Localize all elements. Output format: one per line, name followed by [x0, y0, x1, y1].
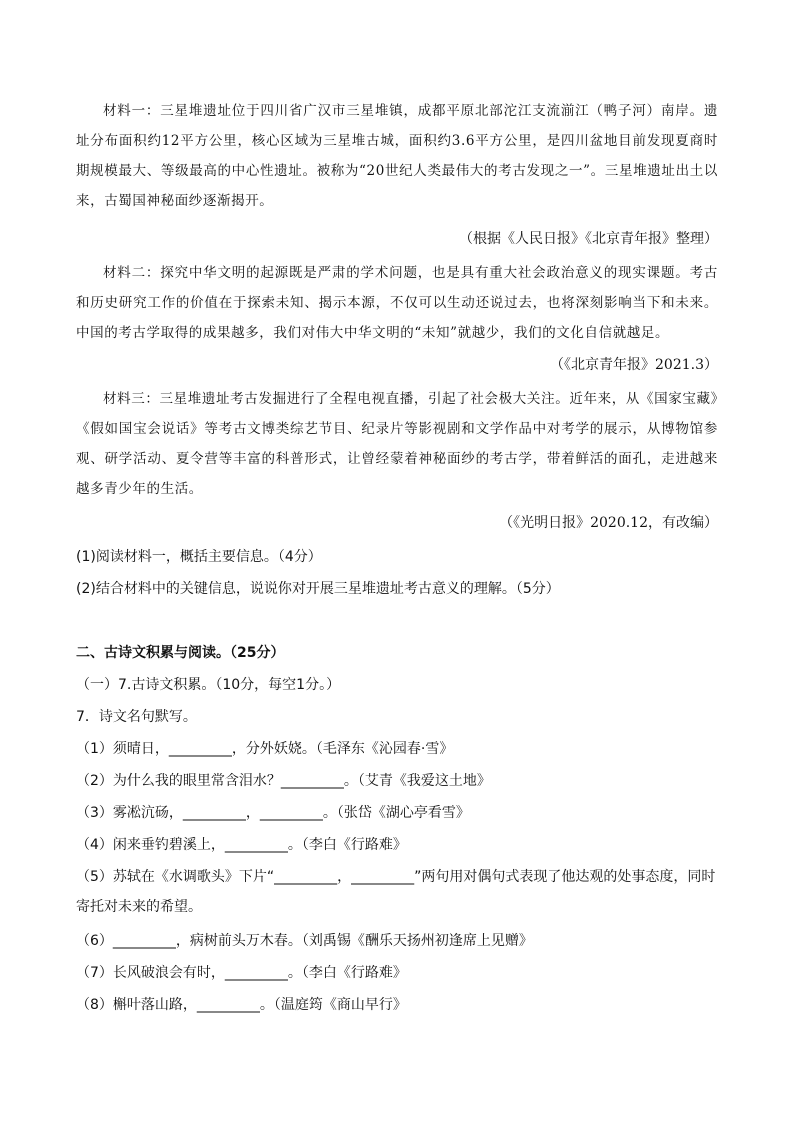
- recitation-item-1: （1）须晴日，_________，分外妖娆。（毛泽东《沁园春·雪》: [76, 741, 454, 757]
- question-7-title: 7．诗文名句默写。: [76, 709, 197, 725]
- material-2-paragraph: 材料二：探究中华文明的起源既是严肃的学术问题，也是具有重大社会政治意义的现实课题。考古和历史研究工作的价值在于探索未知、揭示本源，不仅可以生动还说过去，也将深刻影响当下和未来。中国的考古学取得的成果越多，我们对伟大中华文明的“未知”就越少，我们的文化自信就越足。: [76, 265, 718, 341]
- recitation-item-6: （6）_________，病树前头万木春。（刘禹锡《酬乐天扬州初逢席上见赠》: [76, 933, 533, 949]
- recitation-item-5: （5）苏轼在《水调歌头》下片“_________，_________”两句用对偶句式表现了他达观的处事态度，同时寄托对未来的希望。: [76, 869, 716, 915]
- material-3-paragraph: 材料三：三星堆遗址考古发掘进行了全程电视直播，引起了社会极大关注。近年来，从《国家宝藏》《假如国宝会说话》等考古文博类综艺节目、纪录片等影视剧和文学作品中对考学的展示，从博物馆参观、研学活动、夏令营等丰富的科普形式，让曾经蒙着神秘面纱的考古学，带着鲜活的面孔，走进越来越多青少年的生活。: [76, 391, 718, 497]
- recitation-item-7: （7）长风破浪会有时，_________。（李白《行路难》: [76, 965, 407, 981]
- section-2-subheading: （一）7.古诗文积累。（10分，每空1分。）: [76, 677, 341, 693]
- material-1-paragraph: 材料一：三星堆遗址位于四川省广汉市三星堆镇，成都平原北部沱江支流湔江（鸭子河）南岸。遗址分布面积约12平方公里，核心区域为三星堆古城，面积约3.6平方公里，是四川盆地目前发现夏商时期规模最大、等级最高的中心性遗址。被称为“20世纪人类最伟大的考古发现之一”。三星堆遗址出土以来，古蜀国神秘面纱逐渐揭开。: [76, 103, 718, 209]
- material-3-source: （《光明日报》2020.12，有改编）: [499, 515, 718, 531]
- recitation-item-8: （8）槲叶落山路，_________。（温庭筠《商山早行》: [76, 997, 407, 1013]
- material-2-source: （《北京青年报》2021.3）: [550, 357, 718, 373]
- recitation-item-4: （4）闲来垂钓碧溪上，_________。（李白《行路难》: [76, 837, 407, 853]
- material-1-source: （根据《人民日报》《北京青年报》整理）: [459, 231, 718, 247]
- recitation-item-3: （3）雾凇沆砀，_________，_________。（张岱《湖心亭看雪》: [76, 805, 470, 821]
- question-2: (2)结合材料中的关键信息，说说你对开展三星堆遗址考古意义的理解。（5分）: [76, 581, 560, 597]
- question-1: (1)阅读材料一，概括主要信息。（4分）: [76, 549, 322, 565]
- section-2-heading: 二、古诗文积累与阅读。（25分）: [76, 645, 285, 661]
- recitation-item-2: （2）为什么我的眼里常含泪水？_________。（艾青《我爱这土地》: [76, 773, 491, 789]
